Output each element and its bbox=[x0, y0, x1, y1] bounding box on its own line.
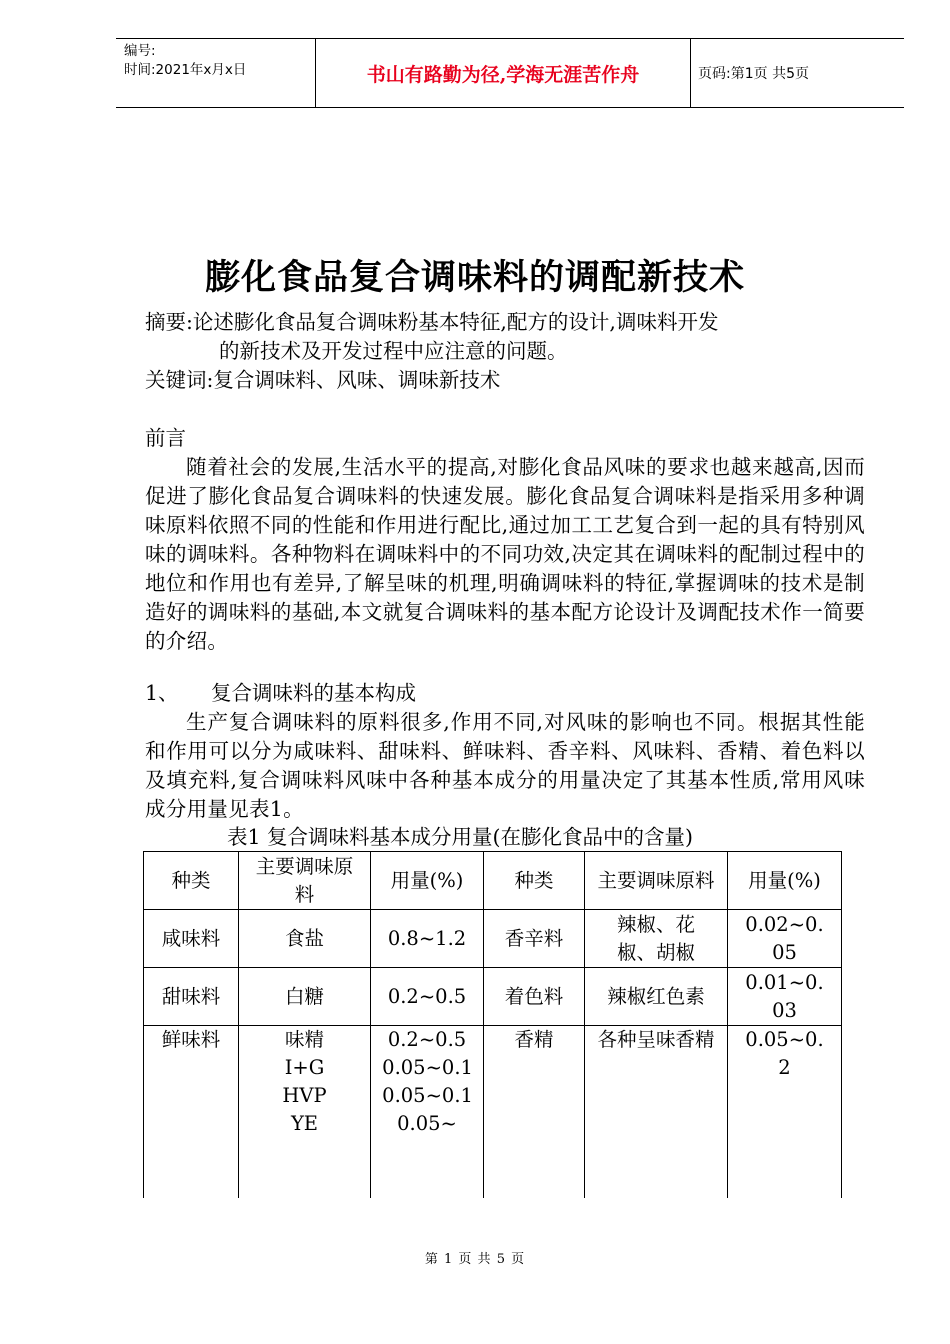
section-1-heading bbox=[145, 679, 865, 708]
table-header-row bbox=[144, 852, 842, 910]
table-cell: 食盐 bbox=[239, 910, 371, 968]
doc-date-label: 时间:2021年x月x日 bbox=[124, 62, 247, 78]
table-header-cell: 主要调味原料 bbox=[239, 852, 371, 910]
table-cell: 辣椒红色素 bbox=[585, 968, 728, 1026]
header-motto: 书山有路勤为径,学海无涯苦作舟 bbox=[315, 39, 691, 107]
doc-number-label: 编号: bbox=[124, 43, 156, 59]
table-cell: 甜味料 bbox=[144, 968, 239, 1026]
table-cell: 味精 I+G HVP YE bbox=[239, 1026, 371, 1199]
document-title: 膨化食品复合调味料的调配新技术 bbox=[204, 257, 745, 298]
table-header-cell: 种类 bbox=[144, 852, 239, 910]
preface-paragraph: 随着社会的发展,生活水平的提高,对膨化食品风味的要求也越来越高,因而促进了膨化食品复合调味料的快速发展。膨化食品复合调味料是指采用多种调味原料依照不同的性能和作用进行配比,通过加工工艺复合到一起的具有特别风味的调味料。各种物料在调味料中的不同功效,决定其在调味料的配制过程中的地位和作用也有差异,了解呈味的机理,明确调味料的特征,掌握调味的技术是制造好的调味料的基础,本文就复合调味料的基本配方论设计及调配技术作一简要的介绍。 bbox=[145, 455, 865, 653]
page-header bbox=[116, 38, 904, 108]
table-cell: 0.05~0.2 bbox=[728, 1026, 842, 1199]
section-title: 复合调味料的基本构成 bbox=[211, 681, 416, 705]
table-cell: 着色料 bbox=[484, 968, 585, 1026]
table-row bbox=[144, 968, 842, 1026]
abstract bbox=[145, 308, 865, 366]
table-cell: 0.2~0.5 0.05~0.1 0.05~0.1 0.05~ bbox=[371, 1026, 484, 1199]
page-footer: 第 1 页 共 5 页 bbox=[424, 1252, 526, 1267]
keywords: 关键词:复合调味料、风味、调味新技术 bbox=[145, 368, 501, 392]
table-cell: 0.8~1.2 bbox=[371, 910, 484, 968]
table-cell: 0.2~0.5 bbox=[371, 968, 484, 1026]
table-row bbox=[144, 910, 842, 968]
ingredient-table bbox=[143, 851, 842, 1198]
abstract-line-2: 的新技术及开发过程中应注意的问题。 bbox=[219, 339, 568, 363]
table-header-cell: 主要调味原料 bbox=[585, 852, 728, 910]
table-cell: 香精 bbox=[484, 1026, 585, 1199]
header-page-info: 页码:第1页 共5页 bbox=[698, 66, 809, 82]
header-meta bbox=[116, 39, 316, 107]
table-cell: 辣椒、花椒、胡椒 bbox=[585, 910, 728, 968]
section-1-paragraph: 生产复合调味料的原料很多,作用不同,对风味的影响也不同。根据其性能和作用可以分为咸味料、甜味料、鲜味料、香辛料、风味料、香精、着色料以及填充料,复合调味料风味中各种基本成分的用量决定了其基本性质,常用风味成分用量见表1。 bbox=[145, 710, 865, 821]
table-cell: 咸味料 bbox=[144, 910, 239, 968]
table-row bbox=[144, 1026, 842, 1199]
table-cell: 各种呈味香精 bbox=[585, 1026, 728, 1199]
table-cell: 白糖 bbox=[239, 968, 371, 1026]
section-number: 1、 bbox=[145, 681, 179, 705]
table-cell: 0.01~0.03 bbox=[728, 968, 842, 1026]
table-header-cell: 用量(%) bbox=[728, 852, 842, 910]
abstract-line-1: 摘要:论述膨化食品复合调味粉基本特征,配方的设计,调味料开发 bbox=[145, 310, 719, 334]
table-cell: 0.02~0.05 bbox=[728, 910, 842, 968]
table-cell: 香辛料 bbox=[484, 910, 585, 968]
table-caption: 表1 复合调味料基本成分用量(在膨化食品中的含量) bbox=[227, 825, 694, 849]
preface-heading: 前言 bbox=[145, 426, 186, 450]
table-header-cell: 种类 bbox=[484, 852, 585, 910]
table-header-cell: 用量(%) bbox=[371, 852, 484, 910]
table-cell: 鲜味料 bbox=[144, 1026, 239, 1199]
